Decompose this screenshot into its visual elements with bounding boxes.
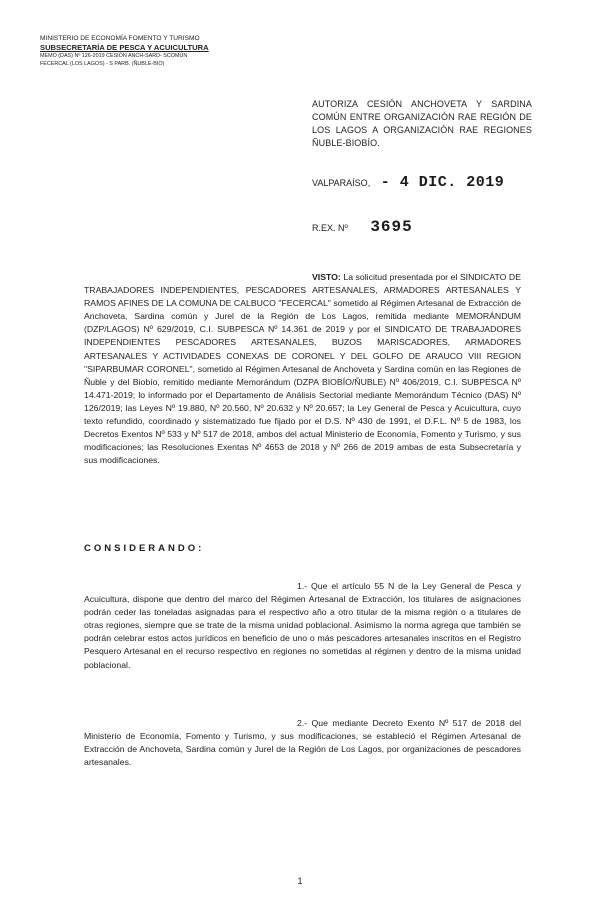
resolution-number: 3695 <box>370 218 413 236</box>
reference-line-2: FECERCAL (LOS LAGOS) - S PARB. (ÑUBLE-BIO) <box>40 61 165 67</box>
considerando-item-2: 2.- Que mediante Decreto Exento Nº 517 de 2018 del Ministerio de Economía, Fomento y Turismo, y sus modificaciones, se estableció el Régimen Artesanal de Extracción de Anchoveta, Sardina común y Jurel de la Región de Los Lagos, por organizaciones de pescadores artesanales. <box>84 718 521 768</box>
date-place: VALPARAÍSO, <box>312 178 371 188</box>
visto-label: VISTO: <box>312 272 341 282</box>
resolution-label: R.EX. Nº <box>312 223 348 233</box>
letterhead <box>40 34 280 68</box>
visto-paragraph <box>84 271 521 467</box>
subsecretaria-name: SUBSECRETARÍA DE PESCA Y ACUICULTURA <box>40 43 209 52</box>
considerando-heading: CONSIDERANDO: <box>84 543 205 554</box>
date-line <box>312 174 532 191</box>
resolution-subject: AUTORIZA CESIÓN ANCHOVETA Y SARDINA COMÚN ENTRE ORGANIZACIÓN RAE REGIÓN DE LOS LAGOS A ORGANIZACIÓN RAE REGIONES ÑUBLE-BIOBÍO. <box>312 99 532 148</box>
date-stamp: - 4 DIC. 2019 <box>380 174 505 191</box>
resolution-number-line <box>312 218 413 236</box>
reference-line-1: MEMO (DAS) Nº 126-2019 CESIÓN ANCH-SARD- SCOMÚN <box>40 53 188 59</box>
visto-text: La solicitud presentada por el SINDICATO DE TRABAJADORES INDEPENDIENTES, PESCADORES ARTESANALES, ARMADORES ARTESANALES Y RAMOS AFINES DE LA COMUNA DE CALBUCO "FECERCAL" sometido al Régimen Artesanal de Extracción de Anchoveta, Sardina común y Jurel de la Región de Los Lagos, remitida mediante MEMORÁNDUM (DZP/LAGOS) Nº 629/2019, C.I. SUBPESCA Nº 14.361 de 2019 y por el SINDICATO DE TRABAJADORES INDEPENDIENTES PESCADORES ARTESANALES, BUZOS MARISCADORES, ARMADORES ARTESANALES Y ACTIVIDADES CONEXAS DE CORONEL Y DEL GOLFO DE ARAUCO VIII REGION "SIPARBUMAR CORONEL", sometido al Régimen Artesanal de Anchoveta y Sardina común en las Regiones de Ñuble y del Biobío, remitido mediante Memorándum (DZPA BIOBÍO/ÑUBLE) Nº 406/2019, C.I. SUBPESCA Nº 14.471-2019; lo informado por el Departamento de Análisis Sectorial mediante Memorándum Técnico (DAS) Nº 126/2019; las Leyes Nº 19.880, Nº 20.560, Nº 20.632 y Nº 20.657; la Ley General de Pesca y Acuicultura, cuyo texto refundido, coordinado y sistematizado fue fijado por el D.S. Nº 430 de 1991, el D.F.L. Nº 5 de 1983, los Decretos Exentos Nº 533 y Nº 517 de 2018, ambos del actual Ministerio de Economía, Fomento y Turismo, y sus modificaciones; las Resoluciones Exentas Nº 4653 de 2018 y Nº 266 de 2019 ambas de esta Subsecretaría y sus modificaciones. <box>84 272 521 466</box>
considerando-item-1: 1.- Que el artículo 55 N de la Ley General de Pesca y Acuicultura, dispone que dentro del marco del Régimen Artesanal de Extracción, los titulares de asignaciones podrán ceder las toneladas asignadas para el respectivo año a otro titular de la misma región o a titulares de otras regiones, siempre que se trate de la misma unidad poblacional. Asimismo la norma agrega que también se podrán celebrar estos actos jurídicos en beneficio de uno o más pescadores artesanales inscritos en el Registro Pesquero Artesanal en el recurso respectivo en regiones no sometidas al régimen y dentro de la misma unidad poblacional. <box>84 581 521 670</box>
page-number: 1 <box>297 876 303 886</box>
ministry-name: MINISTERIO DE ECONOMÍA FOMENTO Y TURISMO <box>40 35 200 42</box>
